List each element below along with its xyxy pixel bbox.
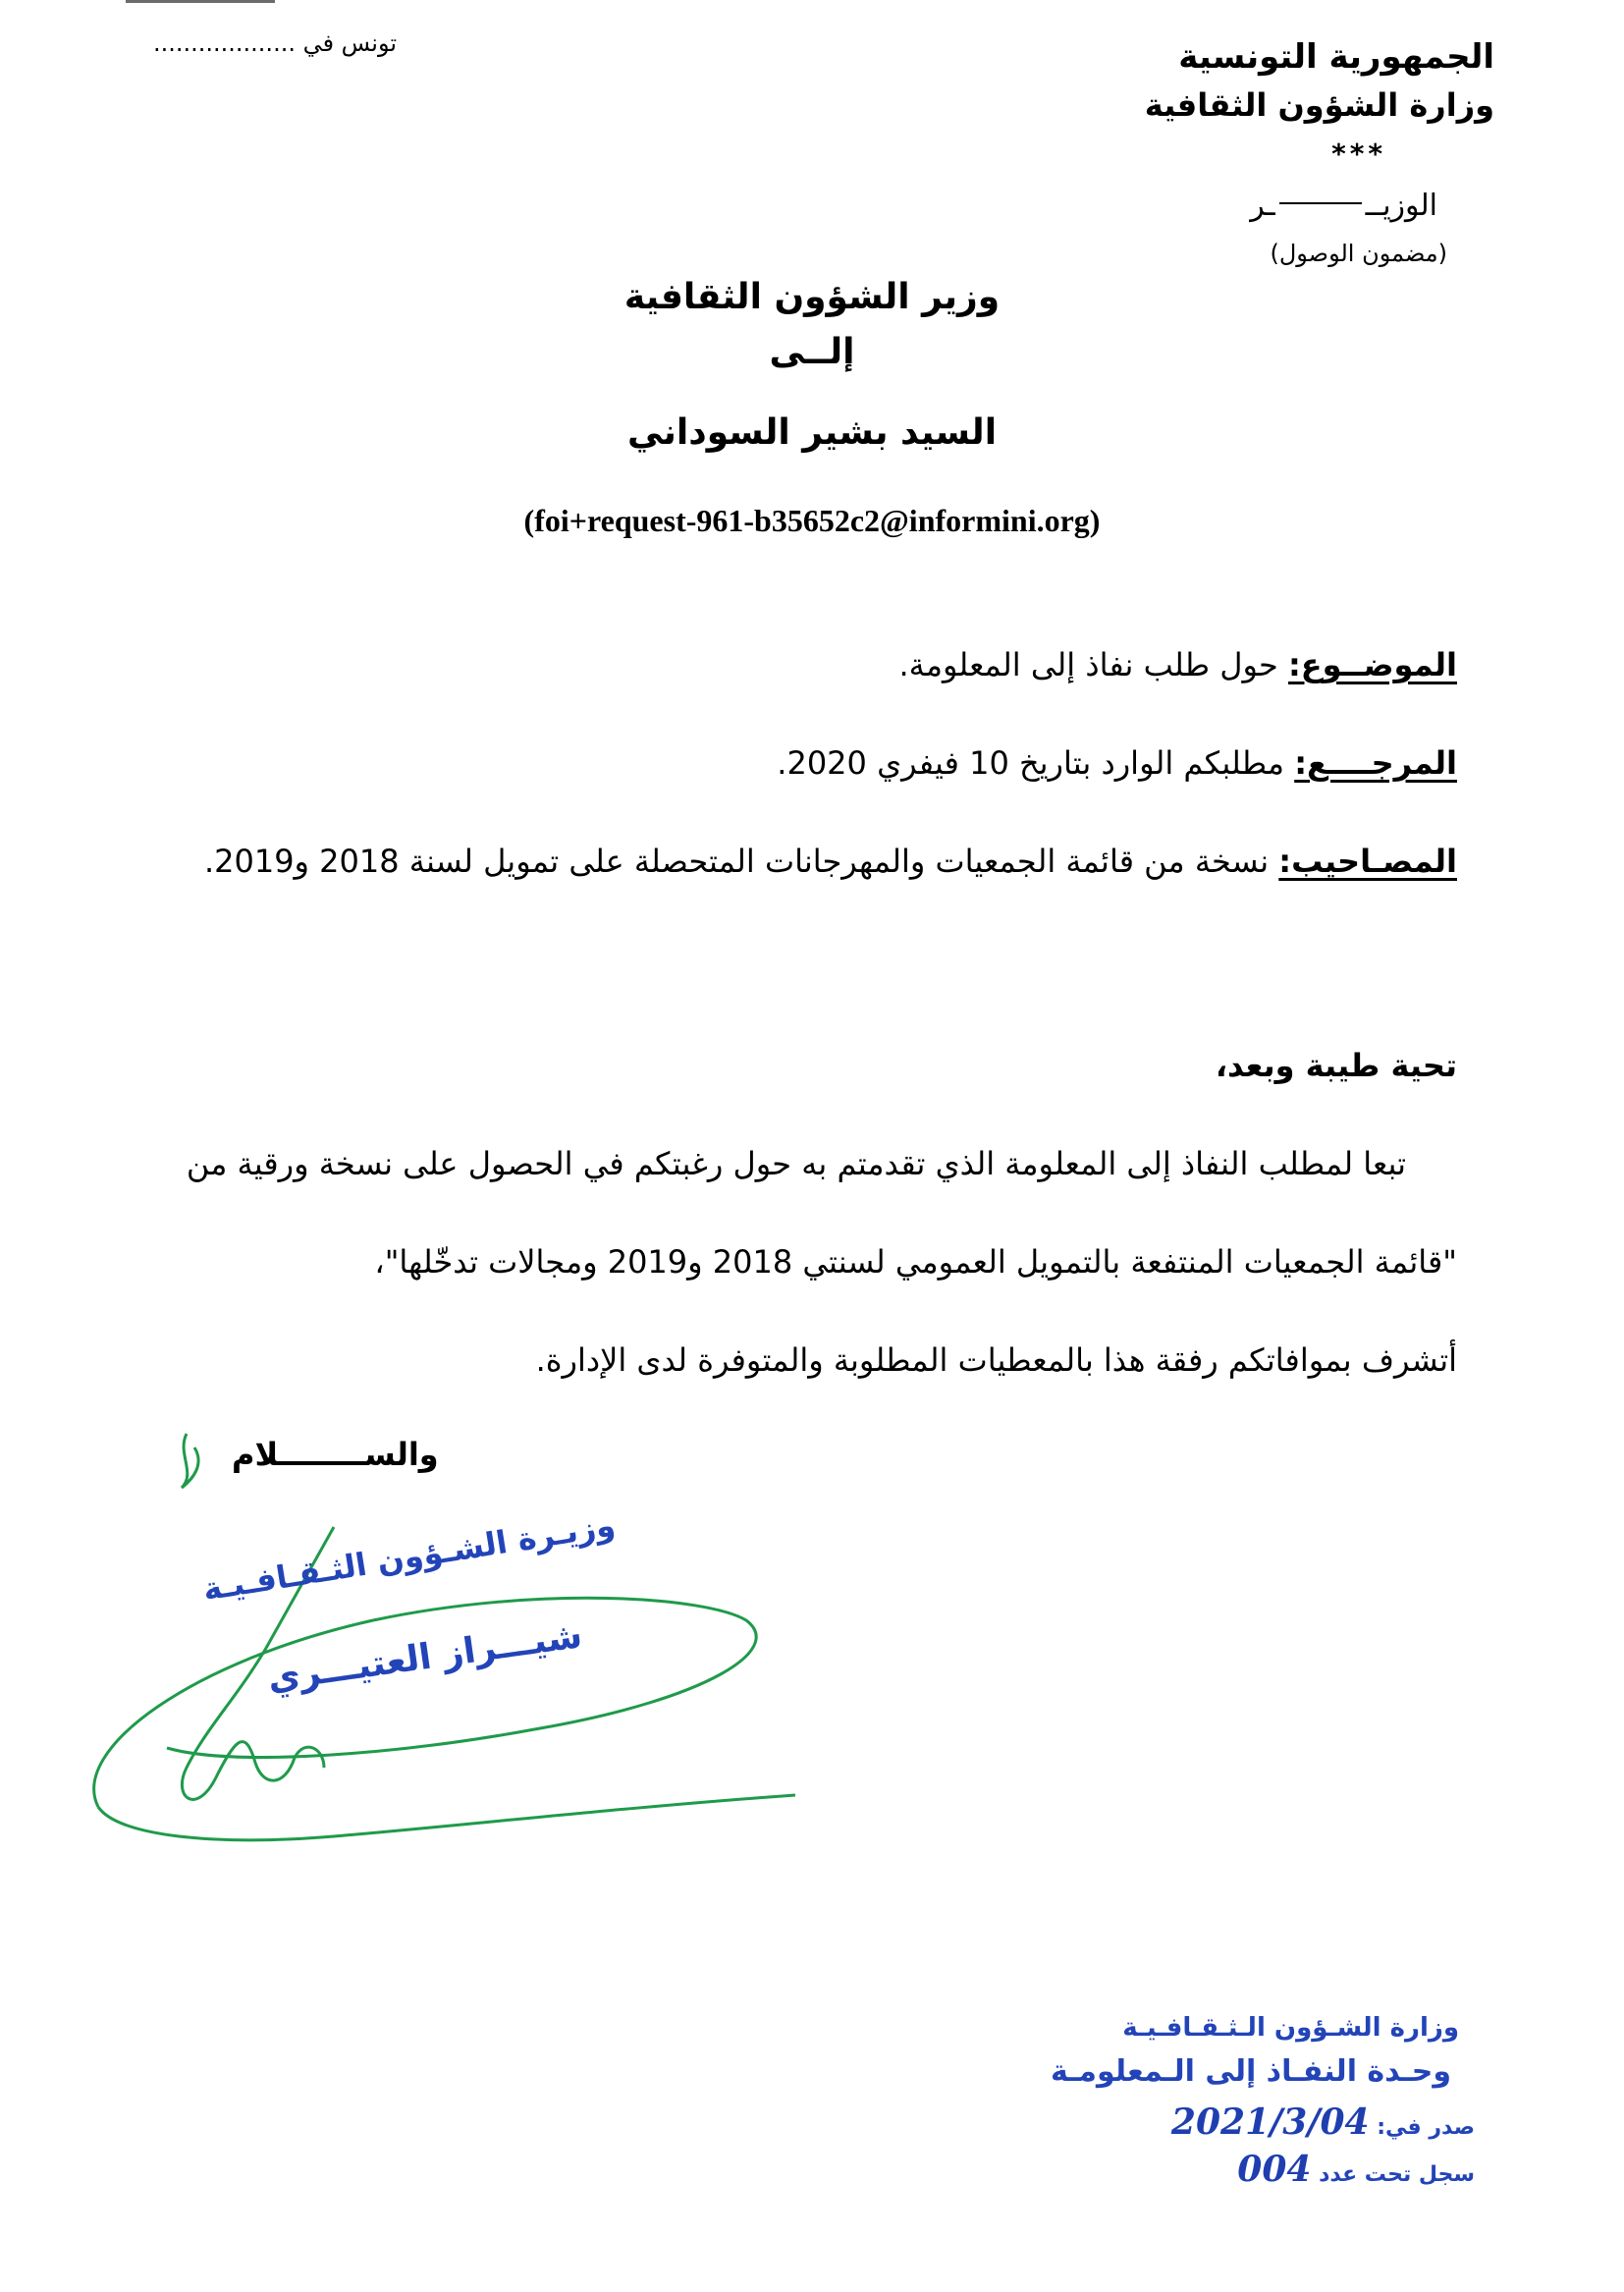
republic-heading: الجمهورية التونسية xyxy=(1178,37,1494,77)
place-date-line: تونس في ................... xyxy=(153,29,398,57)
body-paragraph-line-2: "قائمة الجمعيات المنتفعة بالتمويل العمومي لسنتي 2018 و2019 ومجالات تدخّلها"، xyxy=(374,1243,1457,1281)
signature-drawing xyxy=(79,1375,825,1885)
signature-oval xyxy=(94,1598,756,1807)
signature-stamp-name: شيـــراز العتيـــري xyxy=(265,1615,585,1700)
separator-stars: *** xyxy=(1331,137,1386,170)
registration-stamp-unit: وحـدة النفـاذ إلى الـمعلومـة xyxy=(1050,2054,1451,2089)
scan-edge-mark xyxy=(126,0,275,3)
greeting: تحية طيبة وبعد، xyxy=(1215,1047,1457,1084)
registration-number-line xyxy=(1237,2149,1475,2190)
body-paragraph-line-3: أتشرف بموافاتكم رفقة هذا بالمعطيات المطلوبة والمتوفرة لدى الإدارة. xyxy=(535,1341,1457,1379)
signature-loop xyxy=(98,1795,795,1840)
recipient-name: السيد بشير السوداني xyxy=(626,412,998,453)
subject-text: حول طلب نفاذ إلى المعلومة. xyxy=(898,646,1278,683)
registration-stamp-ministry: وزارة الشـؤون الـثـقـافـيـة xyxy=(1122,2013,1459,2043)
registration-issued-line xyxy=(1171,2101,1475,2143)
closing-salutation: والســــــــلام xyxy=(232,1436,439,1473)
issued-value: 2021/3/04 xyxy=(1170,2101,1370,2143)
minister-label xyxy=(1250,189,1437,223)
registered-mail-note: (مضمون الوصول) xyxy=(1270,240,1447,267)
issued-label: صدر في: xyxy=(1377,2115,1475,2140)
subject-line xyxy=(899,646,1458,683)
minister-label-end: ـر xyxy=(1250,189,1275,223)
minister-label-kashida xyxy=(1279,202,1362,204)
recipient-email: (foi+request-961-b35652c2@informini.org) xyxy=(523,503,1101,538)
to-label: إلــى xyxy=(769,332,855,372)
signature-stamp-title: وزيـرة الشـؤون الثـقـافـيـة xyxy=(200,1505,619,1609)
ministry-heading: وزارة الشؤون الثقافية xyxy=(1144,86,1494,124)
enclosures-line xyxy=(204,843,1457,880)
registered-label: سجل تحت عدد xyxy=(1319,2162,1475,2187)
enclosures-label: المصـاحيب: xyxy=(1278,843,1457,880)
reference-label: المرجــــع: xyxy=(1294,744,1457,782)
enclosures-text: نسخة من قائمة الجمعيات والمهرجانات المتحصلة على تمويل لسنة 2018 و2019. xyxy=(203,843,1270,880)
reference-line xyxy=(777,744,1457,782)
body-paragraph-line-1: تبعا لمطلب النفاذ إلى المعلومة الذي تقدمتم به حول رغبتكم في الحصول على نسخة ورقية من xyxy=(186,1145,1406,1182)
signature-mark xyxy=(182,1434,198,1488)
subject-label: الموضــوع: xyxy=(1287,646,1457,683)
reference-text: مطلبكم الوارد بتاريخ 10 فيفري 2020. xyxy=(777,744,1285,782)
minister-label-start: الوزيــ xyxy=(1365,189,1437,223)
sender-title: وزير الشؤون الثقافية xyxy=(623,277,1001,317)
registered-value: 004 xyxy=(1237,2149,1312,2190)
